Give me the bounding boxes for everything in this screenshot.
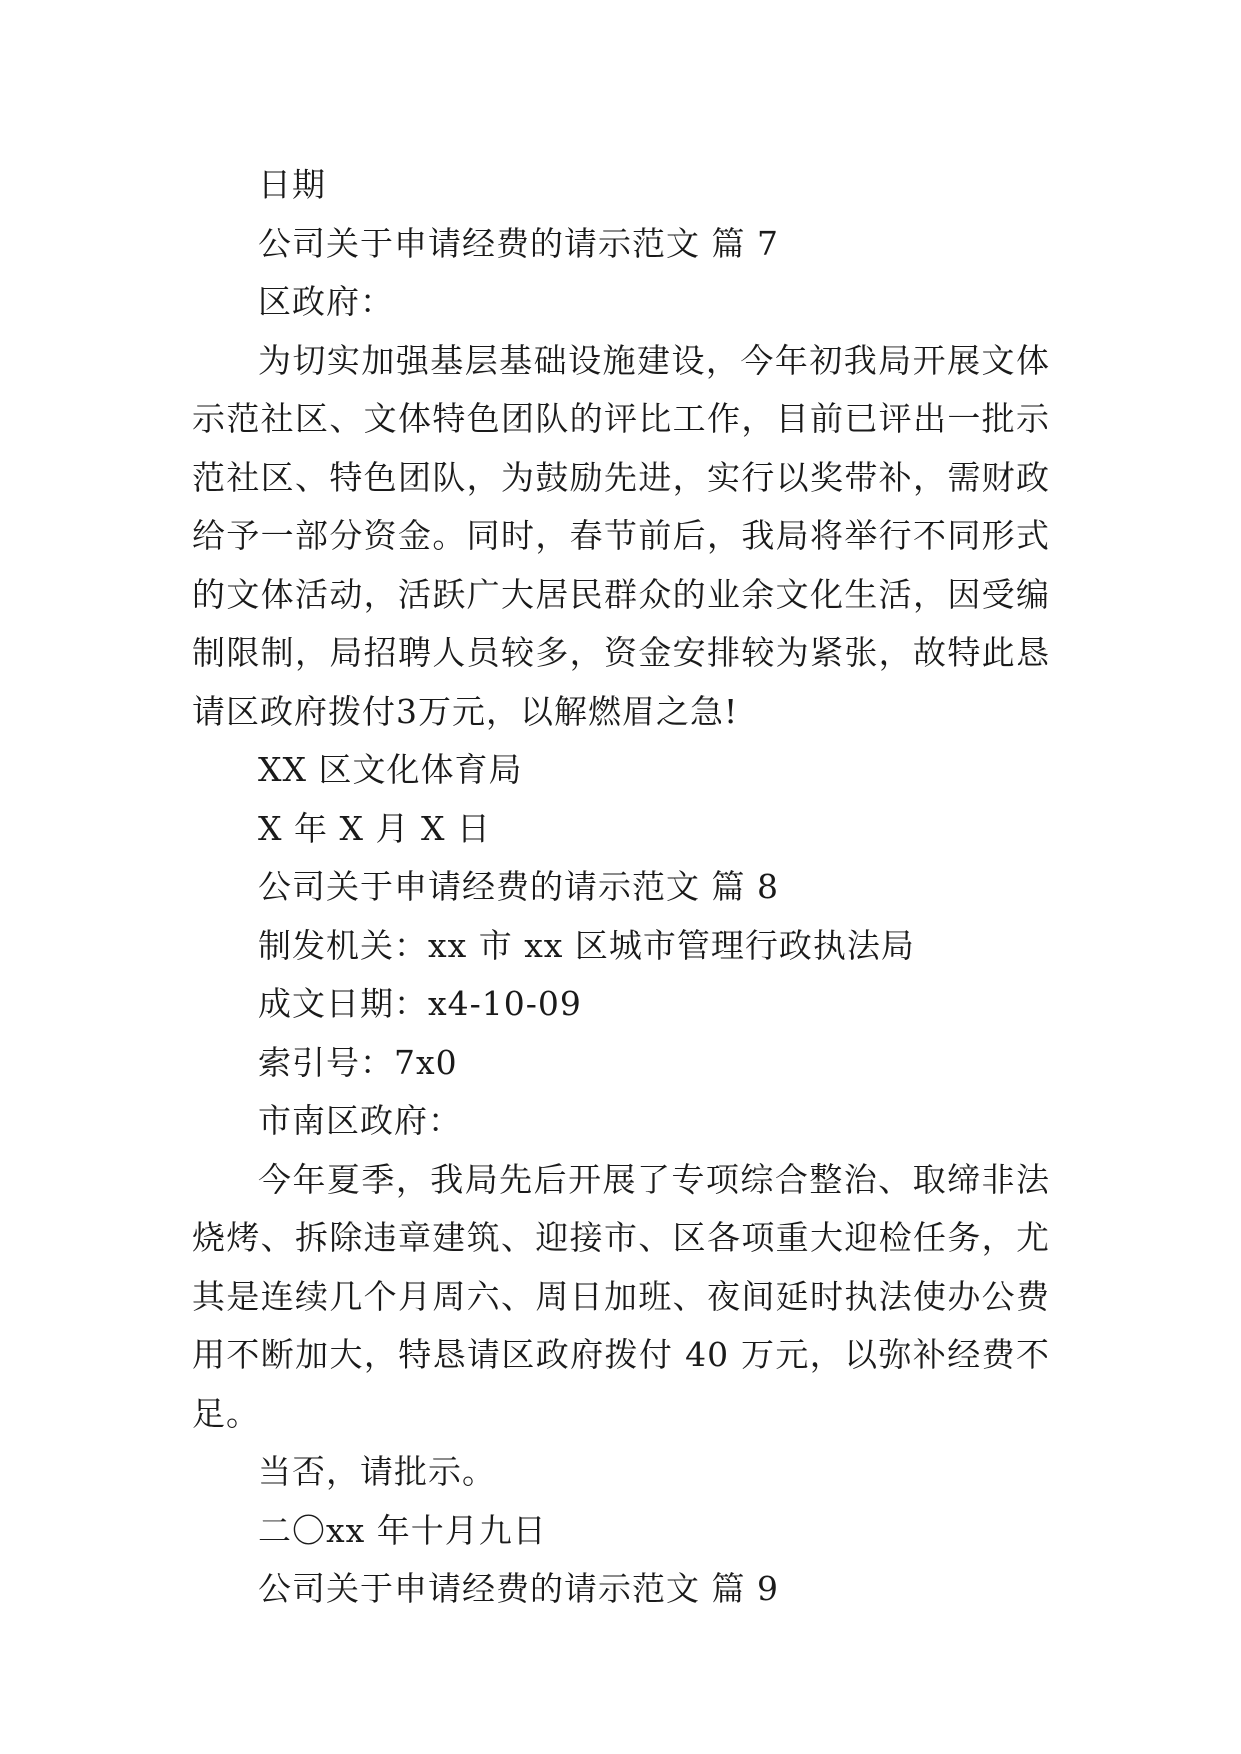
approval-request: 当否，请批示。 bbox=[258, 1452, 496, 1491]
index-number: 索引号：7x0 bbox=[258, 1042, 458, 1082]
document-date: 成文日期：x4-10-09 bbox=[258, 984, 582, 1023]
section-heading-7: 公司关于申请经费的请示范文 篇 7 bbox=[258, 223, 779, 263]
date-label: 日期 bbox=[258, 165, 326, 204]
section-heading-9: 公司关于申请经费的请示范文 篇 9 bbox=[258, 1569, 779, 1608]
sender-bureau: XX 区文化体育局 bbox=[258, 750, 523, 789]
addressee-shinan-government: 市南区政府： bbox=[258, 1101, 462, 1140]
sender-date: X 年 X 月 X 日 bbox=[258, 808, 491, 848]
document-body bbox=[192, 156, 1050, 1619]
section-heading-8: 公司关于申请经费的请示范文 篇 8 bbox=[258, 867, 779, 906]
request-paragraph-8: 今年夏季，我局先后开展了专项综合整治、取缔非法烧烤、拆除违章建筑、迎接市、区各项重大迎检任务，尤其是连续几个月周六、周日加班、夜间延时执法使办公费用不断加大，特恳请区政府拨付 40 万元，以弥补经费不足。 bbox=[192, 1159, 1050, 1433]
addressee-district-government: 区政府： bbox=[258, 282, 394, 321]
request-paragraph-7: 为切实加强基层基础设施建设，今年初我局开展文体示范社区、文体特色团队的评比工作，目前已评出一批示范社区、特色团队，为鼓励先进，实行以奖带补，需财政给予一部分资金。同时，春节前后，我局将举行不同形式的文体活动，活跃广大居民群众的业余文化生活，因受编制限制，局招聘人员较多，资金安排较为紧张，故特此恳请区政府拨付3万元，以解燃眉之急! bbox=[192, 340, 1050, 731]
issuing-authority: 制发机关：xx 市 xx 区城市管理行政执法局 bbox=[258, 925, 915, 965]
closing-date: 二〇xx 年十月九日 bbox=[258, 1510, 547, 1550]
